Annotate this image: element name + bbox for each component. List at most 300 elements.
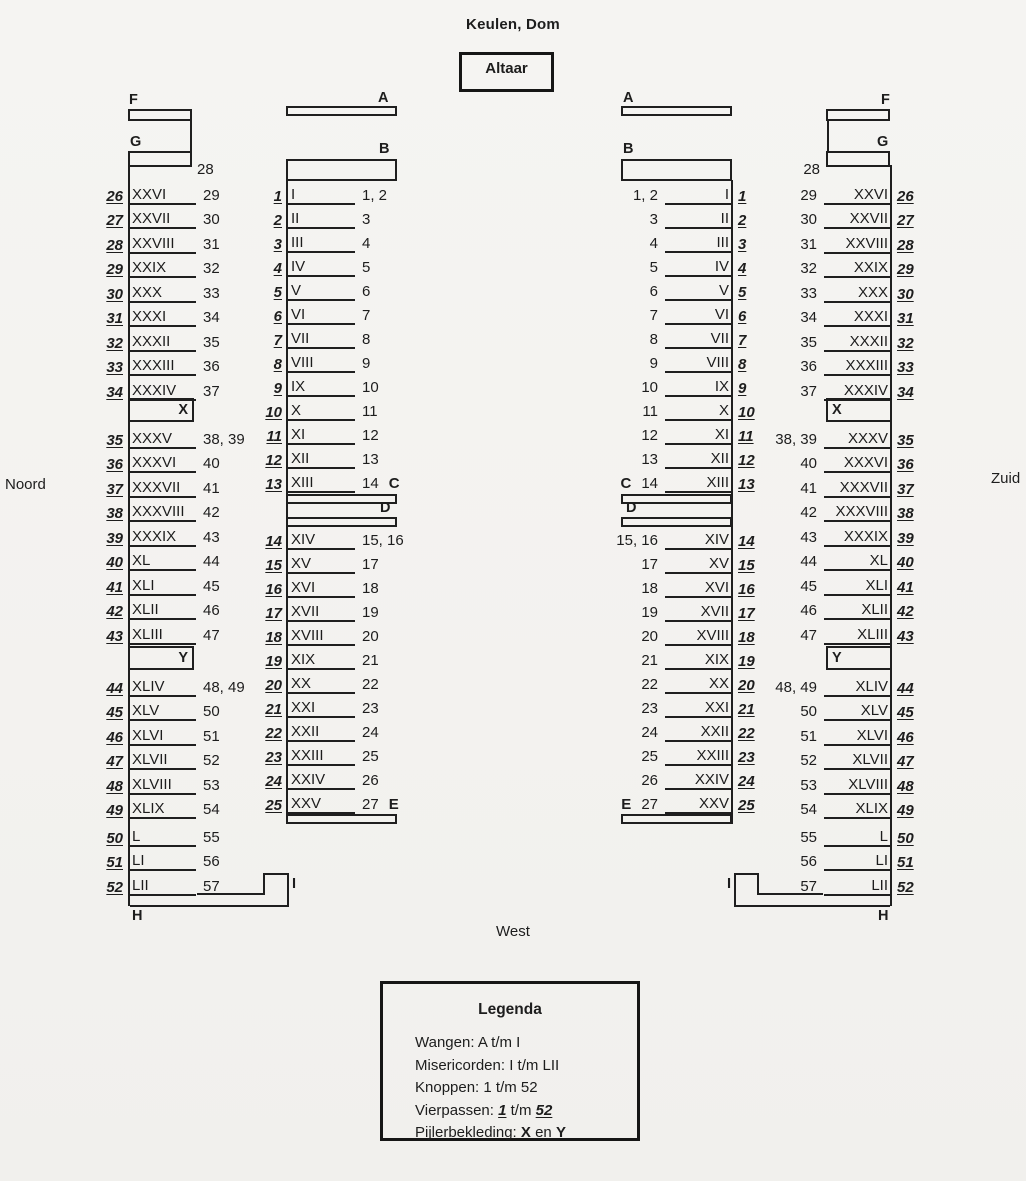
misericorde-numeral: XXXI [824, 308, 892, 327]
knop-number: 3 [362, 211, 371, 228]
vierpas-number: 44 [106, 679, 123, 697]
knop-number: 40 [800, 455, 817, 472]
knop-number: 57 [203, 877, 220, 895]
misericorde-numeral: XII [665, 450, 733, 469]
stall-row [722, 278, 922, 303]
legend-item-misericorden: Misericorden: I t/m LII [415, 1056, 560, 1074]
stall-row [257, 397, 457, 421]
misericorde-numeral: XXII [665, 723, 733, 742]
misericorde-numeral: XVII [665, 603, 733, 622]
knop-number: 30 [800, 211, 817, 228]
knop-number: 26 [362, 772, 379, 789]
vierpas-number: 50 [897, 829, 914, 847]
vierpas-number: 21 [265, 701, 282, 718]
compass-south-label: Zuid [991, 470, 1021, 487]
knop-number: 42 [800, 504, 817, 521]
stall-row [257, 790, 457, 814]
stall-row [722, 254, 922, 279]
legend-item-pijlerbekleding [415, 1122, 637, 1145]
stall-row [722, 205, 922, 230]
pillar-x-left [128, 398, 194, 422]
stall-row [563, 646, 763, 670]
pillar-y-left [128, 646, 194, 670]
misericorde-numeral: XI [665, 426, 733, 445]
knop-number: 14 [641, 475, 658, 492]
misericorde-numeral: VII [665, 330, 733, 349]
stall-row [257, 253, 457, 277]
misericorde-numeral: XIX [287, 651, 355, 670]
knop-number: 48, 49 [775, 678, 817, 696]
vierpas-number: 42 [897, 603, 914, 620]
misericorde-numeral: X [665, 402, 733, 421]
wange-bar-g-right [826, 151, 890, 167]
vierpas-number: 8 [273, 356, 282, 373]
knop-number: 3 [649, 211, 658, 228]
wange-label-h-right: H [878, 908, 889, 924]
vierpas-number: 43 [106, 627, 123, 645]
misericorde-numeral: XXVIII [824, 235, 892, 254]
misericorde-numeral: XLVIII [128, 776, 196, 795]
legend-item-vierpassen [415, 1100, 637, 1123]
knop-number: 27 [362, 796, 379, 813]
vierpas-number: 39 [897, 529, 914, 547]
knop-number: 6 [649, 283, 658, 300]
vierpas-number: 38 [106, 505, 123, 522]
knop-number: 4 [649, 235, 658, 252]
knop-number: 57 [800, 877, 817, 895]
wange-label-a-right: A [623, 90, 634, 106]
vierpas-number: 40 [897, 554, 914, 571]
vierpas-number: 46 [897, 728, 914, 746]
knop-number: 34 [800, 309, 817, 326]
vierpas-number: 5 [273, 284, 282, 301]
stall-row [257, 574, 457, 598]
vierpas-number: 6 [273, 308, 282, 325]
knop-number: 41 [800, 479, 817, 497]
knop-number: 1, 2 [362, 187, 388, 204]
misericorde-numeral: I [287, 186, 355, 205]
knop-number: 13 [362, 451, 379, 468]
top-knop-left: 28 [197, 161, 214, 178]
misericorde-numeral: XIII [287, 474, 355, 493]
vierpas-number: 9 [738, 380, 747, 397]
wange-label-i-left: I [292, 876, 297, 892]
stall-row [722, 596, 922, 621]
pillar-y-right [826, 646, 892, 670]
stall-row [722, 795, 922, 820]
misericorde-numeral: XXXVI [824, 454, 892, 473]
misericorde-numeral: XXXIX [824, 528, 892, 547]
misericorde-numeral: LII [128, 877, 196, 896]
vierpas-number: 14 [738, 533, 755, 550]
misericorde-numeral: XII [287, 450, 355, 469]
altar-box [459, 52, 554, 92]
vierpas-number: 37 [897, 480, 914, 498]
misericorde-numeral: L [128, 828, 196, 847]
stall-row [722, 847, 922, 872]
knop-number: 36 [800, 358, 817, 375]
legend-item-wangen: Wangen: A t/m I [415, 1034, 521, 1051]
vierpas-number: 14 [265, 533, 282, 550]
vierpas-number: 16 [265, 581, 282, 598]
misericorde-numeral: XXXIV [128, 382, 196, 401]
misericorde-numeral: II [665, 210, 733, 229]
vierpas-number: 20 [265, 677, 282, 694]
misericorde-numeral: XXVII [824, 210, 892, 229]
stall-row [722, 547, 922, 572]
vierpas-number: 20 [738, 677, 755, 694]
misericorde-numeral: L [824, 828, 892, 847]
knop-number: 32 [203, 260, 220, 277]
vierpas-number: 30 [106, 285, 123, 303]
misericorde-numeral: I [665, 186, 733, 205]
knop-number: 42 [203, 504, 220, 521]
misericorde-numeral: VIII [665, 354, 733, 373]
misericorde-numeral: XVI [287, 579, 355, 598]
knop-number: 43 [800, 528, 817, 546]
knop-number: 47 [800, 626, 817, 644]
legend-pijler-label: Pijlerbekleding: [415, 1124, 517, 1141]
misericorde-numeral: VI [287, 306, 355, 325]
misericorde-numeral: XX [287, 675, 355, 694]
knop-number: 23 [362, 700, 379, 717]
knop-number: 45 [800, 577, 817, 595]
misericorde-numeral: XIV [287, 531, 355, 550]
vierpas-number: 11 [266, 428, 282, 445]
wange-label-a-left: A [378, 90, 389, 106]
stall-row [722, 180, 922, 205]
misericorde-numeral: XXIX [128, 259, 196, 278]
knop-number: 46 [203, 602, 220, 619]
vierpas-number: 1 [273, 188, 282, 205]
legend-box [380, 981, 640, 1141]
legend-item-knoppen: Knoppen: 1 t/m 52 [415, 1079, 538, 1096]
knop-number: 25 [362, 748, 379, 765]
vierpas-number: 36 [106, 456, 123, 473]
knop-number: 44 [203, 553, 220, 570]
vierpas-number: 35 [897, 431, 914, 449]
stall-row [257, 229, 457, 253]
knop-number: 22 [641, 676, 658, 693]
stall-row [722, 822, 922, 847]
misericorde-numeral: XXXII [824, 333, 892, 352]
misericorde-numeral: XXXIII [128, 357, 196, 376]
vierpas-number: 30 [897, 285, 914, 303]
stall-row [257, 181, 457, 205]
misericorde-numeral: XLII [128, 601, 196, 620]
misericorde-numeral: LI [128, 852, 196, 871]
vierpas-number: 2 [273, 212, 282, 229]
misericorde-numeral: XXIV [665, 771, 733, 790]
misericorde-numeral: XXX [128, 284, 196, 303]
vierpas-number: 24 [738, 773, 755, 790]
misericorde-numeral: VII [287, 330, 355, 349]
top-knop-right: 28 [803, 161, 820, 178]
misericorde-numeral: XIV [665, 531, 733, 550]
stall-row [722, 721, 922, 746]
vierpas-number: 2 [738, 212, 747, 229]
misericorde-numeral: XLV [824, 702, 892, 721]
vierpas-number: 51 [897, 854, 914, 871]
stall-row [257, 598, 457, 622]
misericorde-numeral: XLVIII [824, 776, 892, 795]
vierpas-number: 15 [738, 557, 755, 574]
knop-number: 4 [362, 235, 371, 252]
vierpas-number: 15 [265, 557, 282, 574]
knop-number: 50 [203, 703, 220, 720]
wange-bar-a-right [621, 106, 732, 116]
vierpas-number: 1 [738, 188, 747, 205]
misericorde-numeral: II [287, 210, 355, 229]
knop-number: 52 [800, 752, 817, 769]
misericorde-numeral: V [287, 282, 355, 301]
stall-row [257, 526, 457, 550]
misericorde-numeral: XXII [287, 723, 355, 742]
stall-group-inner-left-2 [257, 526, 457, 814]
stall-group-outer-right-4 [722, 822, 922, 896]
legend-vierpassen-to: 52 [535, 1101, 553, 1119]
knop-number: 20 [362, 628, 379, 645]
vierpas-number: 13 [738, 476, 755, 493]
misericorde-numeral: XXXI [128, 308, 196, 327]
misericorde-numeral: XXXVII [128, 479, 196, 498]
vierpas-number: 7 [738, 332, 747, 349]
knop-number: 11 [362, 403, 378, 420]
knop-number: 45 [203, 577, 220, 595]
knop-number: 37 [203, 382, 220, 400]
vierpas-number: 40 [106, 554, 123, 571]
vierpas-number: 16 [738, 581, 755, 598]
knop-number: 12 [641, 427, 658, 444]
stall-row [257, 646, 457, 670]
knop-number: 55 [203, 828, 220, 846]
misericorde-numeral: XX [665, 675, 733, 694]
stall-row [98, 847, 298, 872]
knop-number: 21 [641, 652, 658, 669]
knop-number: 1, 2 [632, 187, 658, 204]
misericorde-numeral: XLI [128, 577, 196, 596]
vierpas-number: 41 [106, 578, 123, 596]
stall-row [722, 376, 922, 401]
knop-number: 19 [362, 604, 379, 621]
stall-row [722, 746, 922, 771]
wange-bar-c-right [621, 494, 732, 504]
wange-letter-inline: E [621, 796, 632, 813]
knop-number: 36 [203, 358, 220, 375]
misericorde-numeral: III [665, 234, 733, 253]
vierpas-number: 24 [265, 773, 282, 790]
stall-row [722, 473, 922, 498]
misericorde-numeral: XXXIII [824, 357, 892, 376]
stall-row [722, 620, 922, 645]
knop-number: 23 [641, 700, 658, 717]
vierpas-number: 52 [106, 878, 123, 896]
wange-bar-a-left [286, 106, 397, 116]
stall-row [722, 697, 922, 722]
legend-vierpassen-from: 1 [498, 1101, 507, 1119]
knop-number: 22 [362, 676, 379, 693]
misericorde-numeral: XXXII [128, 333, 196, 352]
vierpas-number: 35 [106, 431, 123, 449]
pillar-x-right [826, 398, 892, 422]
knop-number: 26 [641, 772, 658, 789]
wange-bar-b-right [621, 159, 732, 181]
knop-number: 18 [362, 580, 379, 597]
vierpas-number: 52 [897, 878, 914, 896]
knop-number: 11 [642, 403, 658, 420]
vierpas-number: 4 [273, 260, 282, 277]
stall-row [722, 303, 922, 328]
vierpas-number: 12 [738, 452, 755, 469]
misericorde-numeral: XIII [665, 474, 733, 493]
vierpas-number: 43 [897, 627, 914, 645]
vierpas-number: 29 [897, 261, 914, 278]
knop-number: 50 [800, 703, 817, 720]
wange-label-b-left: B [379, 141, 390, 157]
knop-number: 47 [203, 626, 220, 644]
wange-letter-inline: C [620, 475, 632, 492]
vierpas-number: 34 [897, 383, 914, 401]
pillar-x-right-label: X [832, 402, 842, 418]
knop-number: 54 [203, 801, 220, 818]
misericorde-numeral: XXX [824, 284, 892, 303]
misericorde-numeral: XXXVII [824, 479, 892, 498]
vierpas-number: 48 [897, 777, 914, 795]
misericorde-numeral: XVI [665, 579, 733, 598]
misericorde-numeral: III [287, 234, 355, 253]
compass-north-label: Noord [5, 476, 46, 493]
misericorde-numeral: XXVI [824, 186, 892, 205]
misericorde-numeral: XXXIV [824, 382, 892, 401]
vierpas-number: 10 [265, 404, 282, 421]
knop-number: 35 [203, 333, 220, 351]
stall-group-outer-right-1 [722, 180, 922, 401]
vierpas-number: 25 [738, 797, 755, 814]
knop-number: 43 [203, 528, 220, 546]
misericorde-numeral: XXI [665, 699, 733, 718]
legend-items [415, 1032, 637, 1145]
knop-number: 32 [800, 260, 817, 277]
stall-row [722, 672, 922, 697]
knop-number: 30 [203, 211, 220, 228]
stall-group-outer-right-3 [722, 672, 922, 819]
knop-number: 12 [362, 427, 379, 444]
knop-number: 9 [362, 355, 371, 372]
wange-letter-inline: C [388, 475, 400, 492]
vierpas-number: 34 [106, 383, 123, 401]
stall-group-outer-left-4 [98, 822, 298, 896]
compass-west-label: West [496, 923, 530, 940]
vierpas-number: 33 [897, 359, 914, 376]
stall-row [257, 766, 457, 790]
misericorde-numeral: XXIX [824, 259, 892, 278]
vierpas-number: 22 [265, 725, 282, 742]
knop-number: 7 [362, 307, 371, 324]
legend-pijler-y: Y [555, 1124, 566, 1141]
wange-bar-e-left [286, 814, 397, 824]
vierpas-number: 31 [897, 310, 914, 327]
knop-number: 5 [362, 259, 371, 276]
misericorde-numeral: XXVI [128, 186, 196, 205]
knop-number: 15, 16 [616, 532, 658, 549]
knop-number: 48, 49 [203, 678, 245, 696]
vierpas-number: 47 [106, 753, 123, 770]
misericorde-numeral: XXXVIII [824, 503, 892, 522]
knop-number: 17 [641, 556, 658, 573]
wange-bar-f-right [826, 109, 890, 121]
misericorde-numeral: XLIX [824, 800, 892, 819]
stall-row [722, 498, 922, 523]
misericorde-numeral: XXIII [287, 747, 355, 766]
wange-label-h-left: H [132, 908, 143, 924]
stall-row [257, 445, 457, 469]
misericorde-numeral: XLVII [824, 751, 892, 770]
knop-number: 31 [800, 235, 817, 253]
stall-group-outer-right-2 [722, 424, 922, 645]
misericorde-numeral: VI [665, 306, 733, 325]
vierpas-number: 18 [738, 629, 755, 646]
vierpas-number: 7 [273, 332, 282, 349]
misericorde-numeral: XLVI [128, 727, 196, 746]
vierpas-number: 37 [106, 480, 123, 498]
stall-row [722, 424, 922, 449]
vierpas-number: 22 [738, 725, 755, 742]
knop-number: 41 [203, 479, 220, 497]
misericorde-numeral: XLIV [128, 678, 196, 697]
misericorde-numeral: XXVII [128, 210, 196, 229]
vierpas-number: 38 [897, 505, 914, 522]
misericorde-numeral: XXV [287, 795, 355, 814]
vierpas-number: 19 [738, 653, 755, 670]
vierpas-number: 4 [738, 260, 747, 277]
misericorde-numeral: XVII [287, 603, 355, 622]
stall-row [257, 550, 457, 574]
wange-label-d-left: D [380, 500, 391, 516]
legend-title: Legenda [478, 1001, 542, 1018]
misericorde-numeral: IX [287, 378, 355, 397]
misericorde-numeral: XXI [287, 699, 355, 718]
vierpas-number: 28 [106, 236, 123, 254]
vierpas-number: 46 [106, 728, 123, 746]
stall-row [722, 522, 922, 547]
stall-row [257, 349, 457, 373]
knop-number: 37 [800, 382, 817, 400]
misericorde-numeral: XXXVIII [128, 503, 196, 522]
wange-label-b-right: B [623, 141, 634, 157]
knop-number: 10 [641, 379, 658, 396]
knop-number: 34 [203, 309, 220, 326]
misericorde-numeral: XLVI [824, 727, 892, 746]
wange-bar-f-left [128, 109, 192, 121]
vierpas-number: 45 [897, 704, 914, 721]
vierpas-number: 27 [897, 212, 914, 229]
vierpas-number: 3 [273, 236, 282, 253]
knop-number: 31 [203, 235, 220, 253]
misericorde-numeral: XLI [824, 577, 892, 596]
vierpas-number: 48 [106, 777, 123, 795]
stall-row [563, 397, 763, 421]
knop-number: 18 [641, 580, 658, 597]
vierpas-number: 32 [897, 334, 914, 352]
knop-number: 19 [641, 604, 658, 621]
misericorde-numeral: XIX [665, 651, 733, 670]
knop-number: 53 [800, 776, 817, 794]
knop-number: 8 [649, 331, 658, 348]
wange-letter-inline: E [388, 796, 399, 813]
legend-pijler-en: en [535, 1124, 552, 1141]
wange-bar-e-right [621, 814, 732, 824]
knop-number: 21 [362, 652, 379, 669]
